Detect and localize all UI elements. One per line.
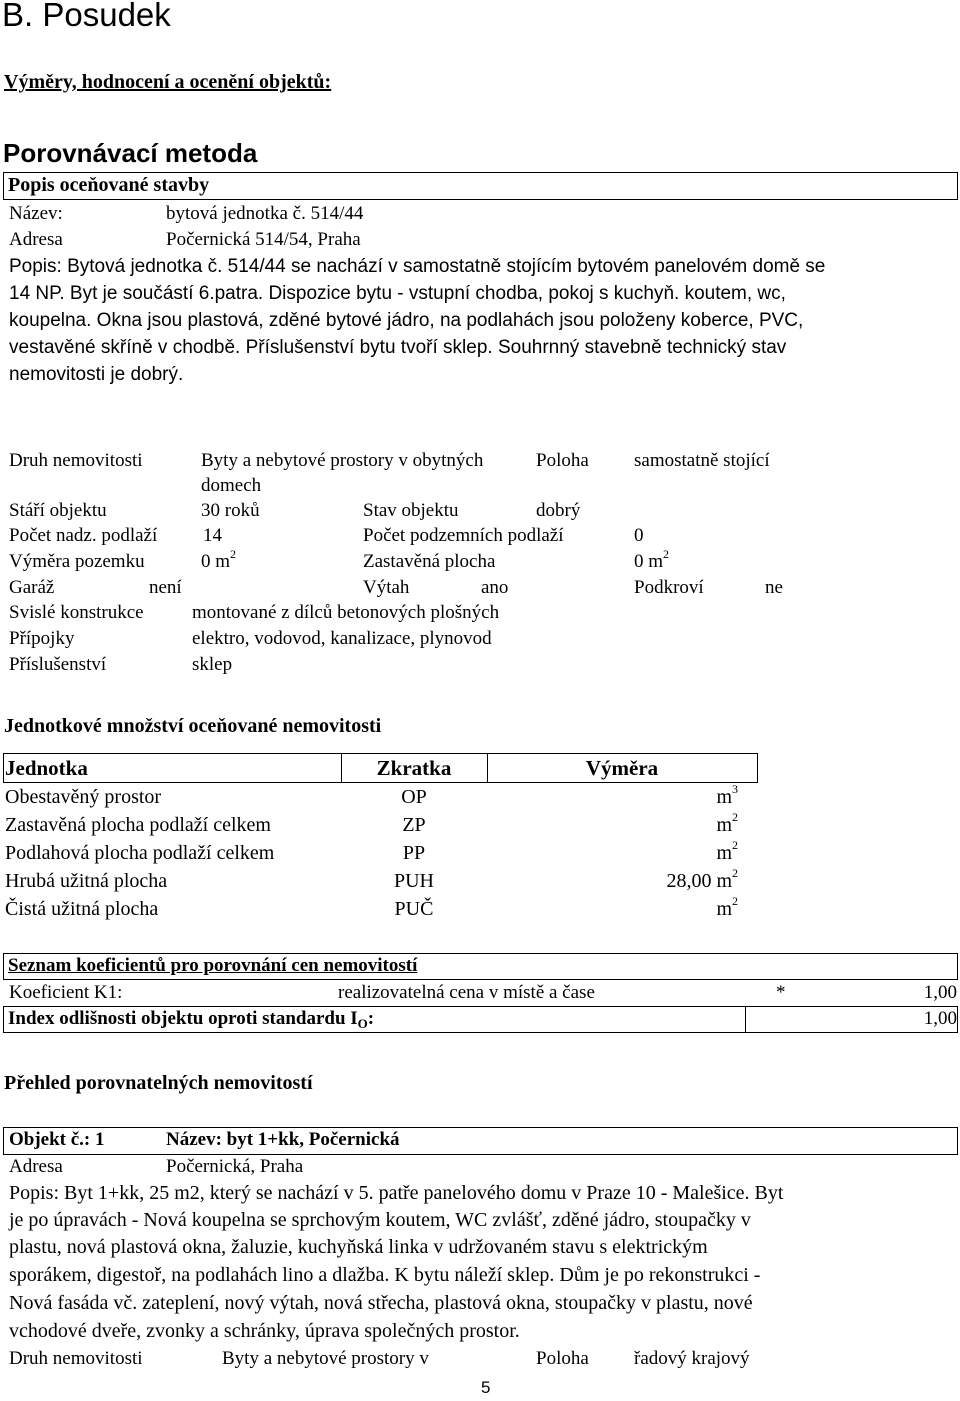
name-label: Název: bbox=[9, 203, 63, 224]
units-row-abbr: PUH bbox=[393, 870, 434, 892]
units-row-name: Zastavěná plocha podlaží celkem bbox=[5, 814, 271, 836]
floors-below-label: Počet podzemních podlaží bbox=[363, 525, 564, 546]
units-row-abbr: PUČ bbox=[394, 898, 434, 920]
built-area-value bbox=[634, 547, 670, 573]
garage-value: není bbox=[149, 577, 182, 598]
object-type-label: Druh nemovitosti bbox=[9, 1348, 143, 1369]
subject-description-line: vestavěné skříně v chodbě. Příslušenství bytu tvoří sklep. Souhrnný stavebně technický stav bbox=[9, 337, 787, 358]
method-title: Porovnávací metoda bbox=[3, 138, 258, 168]
floors-above-label: Počet nadz. podlaží bbox=[9, 525, 158, 546]
units-row-value bbox=[716, 810, 738, 837]
accessories-value: sklep bbox=[192, 654, 233, 675]
land-area-label: Výměra pozemku bbox=[9, 551, 145, 572]
object-label: Objekt č.: 1 bbox=[9, 1129, 105, 1150]
units-row-value bbox=[716, 838, 738, 865]
attic-value: ne bbox=[765, 577, 783, 598]
object-location-value: řadový krajový bbox=[634, 1348, 750, 1369]
address-value: Počernická 514/54, Praha bbox=[166, 229, 361, 250]
units-row-value-text: 28,00 m bbox=[666, 870, 732, 892]
k1-label: Koeficient K1: bbox=[9, 982, 123, 1003]
utilities-label: Přípojky bbox=[9, 628, 75, 649]
condition-value: dobrý bbox=[536, 500, 581, 521]
index-colon: : bbox=[367, 1008, 375, 1029]
location-label: Poloha bbox=[536, 450, 589, 471]
utilities-value: elektro, vodovod, kanalizace, plynovod bbox=[192, 628, 492, 649]
k1-description: realizovatelná cena v místě a čase bbox=[338, 982, 595, 1003]
units-row-exponent: 2 bbox=[732, 866, 738, 880]
object-description-line: plastu, nová plastová okna, žaluzie, kuchyňská linka v udržovaném stavu s elektrickým bbox=[9, 1236, 708, 1258]
units-row-value-text: m bbox=[716, 842, 732, 864]
units-row-name: Obestavěný prostor bbox=[5, 786, 162, 808]
object-name: Název: byt 1+kk, Počernická bbox=[166, 1129, 400, 1150]
object-description-line: Nová fasáda vč. zateplení, nový výtah, nová střecha, plastová okna, stoupačky v plastu, nové bbox=[9, 1292, 753, 1314]
units-row-exponent: 2 bbox=[732, 894, 738, 908]
units-row-abbr: PP bbox=[402, 842, 426, 864]
age-label: Stáří objektu bbox=[9, 500, 107, 521]
object-description-line: vchodové dveře, zvonky a schránky, úprava společných prostor. bbox=[9, 1320, 520, 1342]
index-label-text: Index odlišnosti objektu oproti standardu I bbox=[8, 1008, 358, 1029]
subject-description-line: nemovitosti je dobrý. bbox=[9, 364, 184, 385]
type-value-continued: domech bbox=[201, 475, 262, 496]
land-area-value bbox=[201, 547, 237, 573]
accessories-label: Příslušenství bbox=[9, 654, 107, 675]
built-area-number: 0 m bbox=[634, 551, 664, 572]
built-area-label: Zastavěná plocha bbox=[363, 551, 496, 572]
subject-box-title: Popis oceňované stavby bbox=[8, 174, 210, 196]
object-location-label: Poloha bbox=[536, 1348, 589, 1369]
object-type-value: Byty a nebytové prostory v bbox=[222, 1348, 429, 1369]
units-header-abbr: Zkratka bbox=[376, 756, 452, 780]
units-row-exponent: 3 bbox=[732, 782, 738, 796]
lift-value: ano bbox=[481, 577, 509, 598]
object-description-line: sporákem, digestoř, na podlahách lino a dlažba. K bytu náleží sklep. Dům je po rekonstrukci - bbox=[9, 1264, 761, 1286]
units-row-value-text: m bbox=[716, 814, 732, 836]
page-number: 5 bbox=[481, 1378, 491, 1397]
coefficients-title: Seznam koeficientů pro porovnání cen nemovitostí bbox=[8, 955, 418, 976]
built-area-exponent: 2 bbox=[663, 547, 670, 561]
type-label: Druh nemovitosti bbox=[9, 450, 143, 471]
units-row-value bbox=[716, 782, 738, 809]
floors-below-value: 0 bbox=[634, 525, 644, 546]
land-area-number: 0 m bbox=[201, 551, 231, 572]
units-row-abbr: OP bbox=[401, 786, 427, 808]
units-row-value-text: m bbox=[716, 786, 732, 808]
units-row-name: Hrubá užitná plocha bbox=[5, 870, 168, 892]
address-label: Adresa bbox=[9, 229, 63, 250]
lift-label: Výtah bbox=[363, 577, 410, 598]
object-header-box bbox=[3, 1127, 958, 1155]
condition-label: Stav objektu bbox=[363, 500, 459, 521]
comparables-title: Přehled porovnatelných nemovitostí bbox=[4, 1072, 313, 1094]
object-address-label: Adresa bbox=[9, 1156, 63, 1177]
name-value: bytová jednotka č. 514/44 bbox=[166, 203, 364, 224]
index-subscript: O bbox=[357, 1016, 368, 1031]
k1-value: 1,00 bbox=[923, 982, 957, 1003]
units-row-exponent: 2 bbox=[732, 810, 738, 824]
index-divider bbox=[745, 1006, 746, 1033]
object-description-line: je po úpravách - Nová koupelna se sprchovým koutem, WC zvlášť, zděné jádro, stoupačky v bbox=[9, 1209, 751, 1231]
units-header-unit: Jednotka bbox=[5, 756, 88, 780]
location-value: samostatně stojící bbox=[634, 450, 770, 471]
age-value: 30 roků bbox=[201, 500, 260, 521]
object-address-value: Počernická, Praha bbox=[166, 1156, 304, 1177]
subject-description-line: koupelna. Okna jsou plastová, zděné bytové jádro, na podlahách jsou položeny koberce, PVC, bbox=[9, 310, 804, 331]
units-row-value bbox=[716, 894, 738, 921]
structure-value: montované z dílců betonových plošných bbox=[192, 602, 500, 623]
units-row-value-text: m bbox=[716, 898, 732, 920]
units-row-name: Podlahová plocha podlaží celkem bbox=[5, 842, 275, 864]
units-row-value bbox=[666, 866, 738, 893]
type-value: Byty a nebytové prostory v obytných bbox=[201, 450, 484, 471]
index-label bbox=[8, 1008, 374, 1030]
subtitle: Výměry, hodnocení a ocenění objektů: bbox=[4, 71, 332, 93]
land-area-exponent: 2 bbox=[230, 547, 237, 561]
k1-operator: * bbox=[776, 982, 786, 1003]
index-value: 1,00 bbox=[923, 1008, 957, 1029]
object-description-line: Popis: Byt 1+kk, 25 m2, který se nachází v 5. patře panelového domu v Praze 10 - Malešice. Byt bbox=[9, 1182, 784, 1204]
section-title: B. Posudek bbox=[2, 0, 171, 33]
floors-above-value: 14 bbox=[203, 525, 222, 546]
units-header-area: Výměra bbox=[585, 756, 659, 780]
attic-label: Podkroví bbox=[634, 577, 704, 598]
units-row-abbr: ZP bbox=[402, 814, 426, 836]
subject-description-line: 14 NP. Byt je součástí 6.patra. Dispozice bytu - vstupní chodba, pokoj s kuchyň. koutem, wc, bbox=[9, 283, 786, 304]
structure-label: Svislé konstrukce bbox=[9, 602, 144, 623]
subject-description-line: Popis: Bytová jednotka č. 514/44 se nachází v samostatně stojícím bytovém panelovém domě se bbox=[9, 256, 826, 277]
garage-label: Garáž bbox=[9, 577, 55, 598]
units-title: Jednotkové množství oceňované nemovitosti bbox=[4, 715, 382, 737]
units-row-exponent: 2 bbox=[732, 838, 738, 852]
units-row-name: Čistá užitná plocha bbox=[5, 898, 159, 920]
